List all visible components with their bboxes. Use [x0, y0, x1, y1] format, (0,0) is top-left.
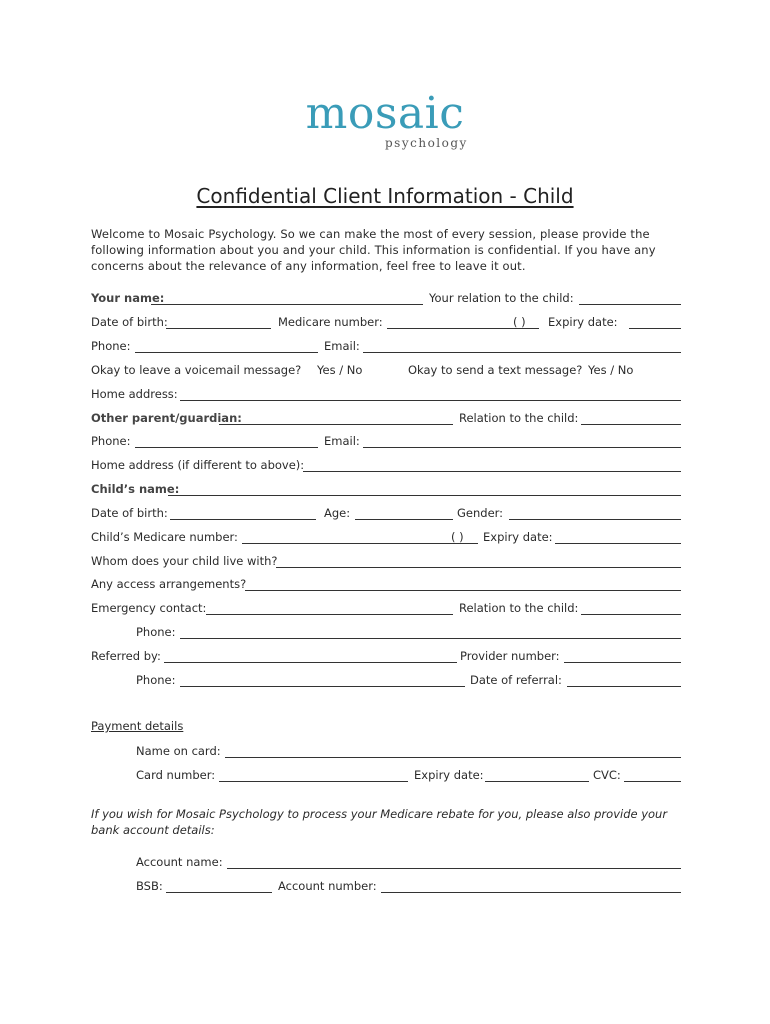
account-number-field[interactable] — [381, 892, 681, 893]
row-other-parent — [91, 409, 681, 427]
row-contact-prefs — [91, 361, 681, 379]
referred-by-label: Referred by: — [91, 649, 161, 663]
text-yes-no[interactable]: Yes / No — [588, 363, 634, 377]
emergency-phone-label: Phone: — [136, 625, 176, 639]
email-label: Email: — [324, 339, 360, 353]
other-parent-field[interactable] — [219, 424, 453, 425]
emergency-phone-field[interactable] — [180, 638, 681, 639]
name-on-card-label: Name on card: — [136, 744, 221, 758]
date-referral-field[interactable] — [567, 686, 681, 687]
live-with-field[interactable] — [276, 567, 681, 568]
bank-note: If you wish for Mosaic Psychology to process your Medicare rebate for you, please also provide your bank account details: — [91, 807, 668, 837]
row-access — [91, 575, 681, 593]
cvc-label: CVC: — [593, 768, 621, 782]
row-child-name — [91, 480, 681, 498]
expiry-label: Expiry date: — [548, 315, 618, 329]
gender-field[interactable] — [509, 519, 681, 520]
card-expiry-label: Expiry date: — [414, 768, 484, 782]
row-account-name — [91, 853, 681, 871]
payment-heading: Payment details — [91, 719, 184, 733]
card-expiry-field[interactable] — [485, 781, 589, 782]
dob-label: Date of birth: — [91, 315, 168, 329]
intro-paragraph: Welcome to Mosaic Psychology. So we can make the most of every session, please provide the following information about you and your child. This information is confidential. If you have any concerns about the relevance of any information, feel free to leave it out. — [91, 227, 656, 273]
access-field[interactable] — [245, 590, 681, 591]
bsb-label: BSB: — [136, 879, 163, 893]
age-label: Age: — [324, 506, 351, 520]
row-child-medicare — [91, 528, 681, 546]
row-dob-medicare — [91, 313, 681, 331]
other-address-field[interactable] — [303, 471, 681, 472]
child-dob-field[interactable] — [170, 519, 316, 520]
row-other-address — [91, 456, 681, 474]
emergency-relation-field[interactable] — [581, 614, 681, 615]
medicare-irn: ( ) — [513, 315, 526, 329]
card-number-field[interactable] — [219, 781, 408, 782]
medicare-label: Medicare number: — [278, 315, 383, 329]
other-address-label: Home address (if different to above): — [91, 458, 305, 472]
row-bsb — [91, 877, 681, 895]
home-address-label: Home address: — [91, 387, 178, 401]
row-referred-by — [91, 647, 681, 665]
provider-number-label: Provider number: — [460, 649, 560, 663]
provider-number-field[interactable] — [564, 662, 681, 663]
gender-label: Gender: — [457, 506, 504, 520]
card-number-label: Card number: — [136, 768, 216, 782]
child-expiry-field[interactable] — [555, 543, 681, 544]
logo-wordmark: mosaic — [305, 88, 465, 139]
age-field[interactable] — [355, 519, 453, 520]
logo-subtitle: psychology — [385, 136, 468, 150]
cvc-field[interactable] — [624, 781, 681, 782]
child-expiry-label: Expiry date: — [483, 530, 553, 544]
referrer-phone-label: Phone: — [136, 673, 176, 687]
other-relation-label: Relation to the child: — [459, 411, 579, 425]
emergency-field[interactable] — [206, 614, 453, 615]
row-child-dob — [91, 504, 681, 522]
bsb-field[interactable] — [166, 892, 272, 893]
live-with-label: Whom does your child live with? — [91, 554, 278, 568]
emergency-relation-label: Relation to the child: — [459, 601, 579, 615]
child-medicare-irn: ( ) — [451, 530, 464, 544]
dob-field[interactable] — [166, 328, 271, 329]
child-name-field[interactable] — [168, 495, 681, 496]
voicemail-question: Okay to leave a voicemail message? — [91, 363, 302, 377]
other-phone-label: Phone: — [91, 434, 131, 448]
child-medicare-label: Child’s Medicare number: — [91, 530, 238, 544]
row-emergency-phone — [91, 623, 681, 641]
account-name-label: Account name: — [136, 855, 223, 869]
referrer-phone-field[interactable] — [180, 686, 465, 687]
phone-field[interactable] — [135, 352, 318, 353]
expiry-field[interactable] — [629, 328, 681, 329]
account-number-label: Account number: — [278, 879, 377, 893]
your-relation-field[interactable] — [579, 304, 681, 305]
row-name-on-card — [91, 742, 681, 760]
other-parent-label: Other parent/guardian: — [91, 411, 242, 425]
email-field[interactable] — [363, 352, 681, 353]
other-relation-field[interactable] — [581, 424, 681, 425]
row-your-name — [91, 289, 681, 307]
voicemail-yes-no[interactable]: Yes / No — [317, 363, 363, 377]
row-other-phone-email — [91, 432, 681, 450]
name-on-card-field[interactable] — [225, 757, 681, 758]
emergency-label: Emergency contact: — [91, 601, 207, 615]
account-name-field[interactable] — [227, 868, 681, 869]
row-emergency — [91, 599, 681, 617]
child-name-label: Child’s name: — [91, 482, 180, 496]
row-phone-email — [91, 337, 681, 355]
your-relation-label: Your relation to the child: — [429, 291, 574, 305]
date-referral-label: Date of referral: — [470, 673, 562, 687]
your-name-field[interactable] — [151, 304, 423, 305]
referred-by-field[interactable] — [164, 662, 457, 663]
access-label: Any access arrangements? — [91, 577, 247, 591]
child-dob-label: Date of birth: — [91, 506, 168, 520]
home-address-field[interactable] — [180, 400, 681, 401]
row-card-number — [91, 766, 681, 784]
your-name-label: Your name: — [91, 291, 165, 305]
text-question: Okay to send a text message? — [408, 363, 583, 377]
row-referrer-phone — [91, 671, 681, 689]
row-live-with — [91, 552, 681, 570]
other-email-label: Email: — [324, 434, 360, 448]
row-home-address — [91, 385, 681, 403]
phone-label: Phone: — [91, 339, 131, 353]
other-email-field[interactable] — [363, 447, 681, 448]
page-title: Confidential Client Information - Child — [196, 184, 574, 208]
other-phone-field[interactable] — [135, 447, 318, 448]
child-medicare-field[interactable] — [242, 543, 478, 544]
